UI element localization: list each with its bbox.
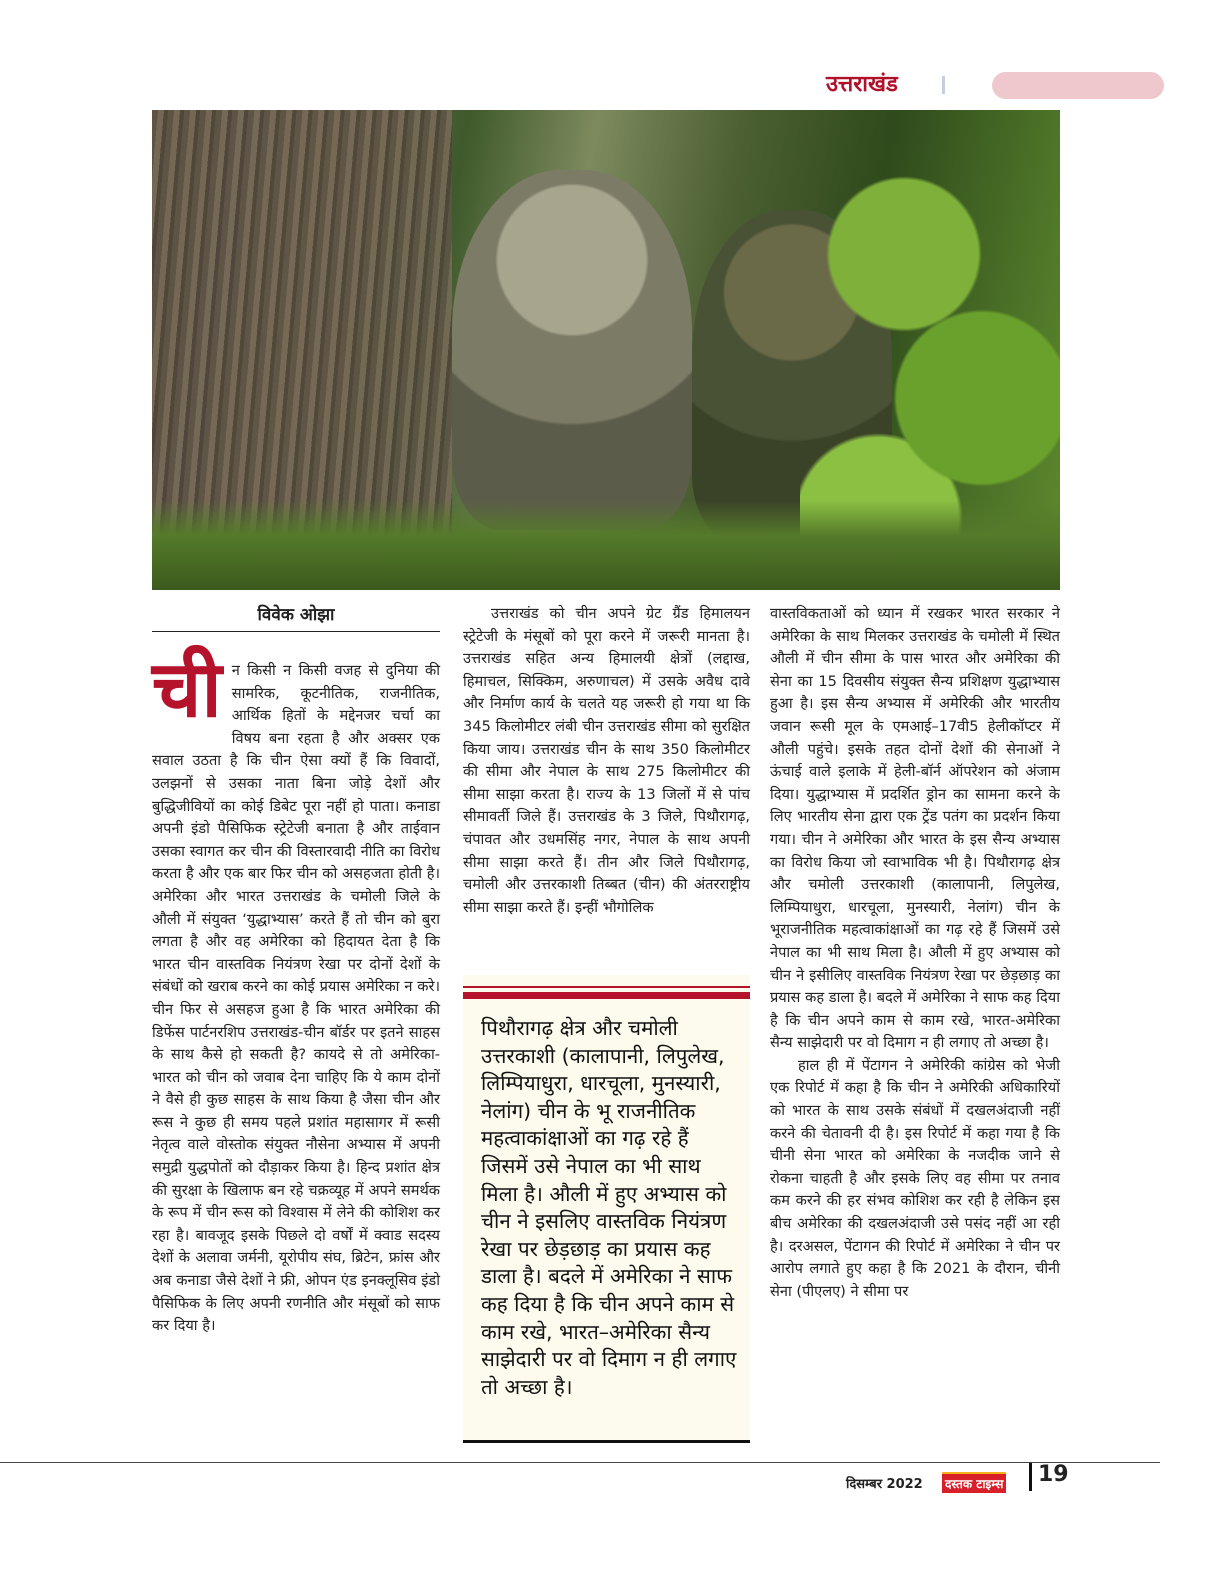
quote-rule-thin (463, 986, 750, 988)
article-column-1 (152, 645, 440, 1338)
drop-cap: ची (152, 645, 222, 735)
paragraph: न किसी न किसी वजह से दुनिया की सामरिक, कूटनीतिक, राजनीतिक, आर्थिक हितों के मद्देनजर चर्चा का विषय बना रहता है और अक्सर एक सवाल उठता है कि चीन ऐसा क्यों हैं कि विवादों, उलझनों से उसका नाता बिना जोड़े देशों और बुद्धिजीवियों का कोई डिबेट पूरा नहीं हो पाता। कनाडा अपनी इंडो पैसिफिक स्ट्रेटेजी बनाता है और ताईवान उसका स्वागत कर चीन की विस्तारवादी नीति का विरोध करता है और एक बार फिर चीन को असहजता होती है। अमेरिका और भारत उत्तराखंड के चमोली जिले के औली में संयुक्त ‘युद्धाभ्यास’ करते हैं तो चीन को बुरा लगता है और वह अमेरिका को हिदायत देता है कि भारत चीन वास्तविक नियंत्रण रेखा पर दोनों देशों के संबंधों को खराब करने का कोई प्रयास अमेरिका न करे। चीन फिर से असहज हुआ है कि भारत अमेरिका की डिफेंस पार्टनरशिप उत्तराखंड-चीन बॉर्डर पर इतने साहस के साथ कैसे हो सकती है? कायदे से तो अमेरिका-भारत को चीन को जवाब देना चाहिए कि ये काम दोनों ने वैसे ही कुछ साहस के साथ किया है जैसा चीन और रूस ने कुछ ही समय पहले प्रशांत महासागर में रूसी नेतृत्व वाले वोस्तोक संयुक्त नौसेना अभ्यास में अपनी समुद्री युद्धपोतों को दौड़ाकर किया है। हिन्द प्रशांत क्षेत्र की सुरक्षा के खिलाफ बन रहे चक्रव्यूह में अपने समर्थक के रूप में चीन रूस को विश्वास में लेने की कोशिश कर रहा है। बावजूद इसके पिछले दो वर्षों में क्वाड सदस्य देशों के अलावा जर्मनी, यूरोपीय संघ, ब्रिटेन, फ्रांस और अब कनाडा जैसे देशों ने फ्री, ओपन एंड इनक्लूसिव इंडो पैसिफिक के लिए अपनी रणनीति और मंसूबों को साफ कर दिया है। (152, 662, 440, 1335)
quote-rule-thick (463, 992, 750, 999)
author-byline: विवेक ओझा (152, 602, 440, 632)
article-column-2 (463, 603, 750, 919)
paragraph: वास्तविकताओं को ध्यान में रखकर भारत सरकार ने अमेरिका के साथ मिलकर उत्तराखंड के चमोली में स्थित औली में चीन सीमा के पास भारत और अमेरिका की सेना का 15 दिवसीय संयुक्त सैन्य प्रशिक्षण युद्धाभ्यास हुआ है। इस सैन्य अभ्यास में अमेरिकी और भारतीय जवान रूसी मूल के एमआई–17वी5 हेलीकॉप्टर में औली पहुंचे। इसके तहत दोनों देशों की सेनाओं ने ऊंचाई वाले इलाके में हेली-बॉर्न ऑपरेशन को अंजाम दिया। युद्धाभ्यास में प्रदर्शित ड्रोन का सामना करने के लिए भारतीय सेना द्वारा एक ट्रेंड पतंग का प्रदर्शन किया गया। चीन ने अमेरिका और भारत के इस सैन्य अभ्यास का विरोध किया जो स्वाभाविक भी है। पिथौरागढ़ क्षेत्र और चमोली उत्तरकाशी (कालापानी, लिपुलेख, लिम्पियाधुरा, धारचूला, मुनस्यारी, नेलांग) चीन के भूराजनीतिक महत्वाकांक्षाओं का गढ़ रहे हैं जिसमें उसे नेपाल का भी साथ मिला है। औली में हुए अभ्यास को चीन ने इसीलिए वास्तविक नियंत्रण रेखा पर छेड़छाड़ का प्रयास कह डाला है। बदले में अमेरिका ने साफ कह दिया है कि चीन अपने काम से काम रखे, भारत-अमेरिका सैन्य साझेदारी पर वो दिमाग न ही लगाए तो अच्छा है। (770, 605, 1060, 1052)
page-number: 19 (1038, 1462, 1069, 1487)
issue-date: दिसम्बर 2022 (846, 1477, 923, 1492)
pull-quote-box (463, 975, 750, 1443)
article-column-3 (770, 603, 1060, 1303)
photo-soldier-us (452, 170, 692, 530)
section-title: उत्तराखंड (826, 72, 898, 97)
paragraph: हाल ही में पेंटागन ने अमेरिकी कांग्रेस को भेजी एक रिपोर्ट में कहा है कि चीन ने अमेरिकी अधिकारियों को भारत के साथ उसके संबंधों में दखलअंदाजी नहीं करने की चेतावनी दी है। इस रिपोर्ट में कहा गया है कि चीनी सेना भारत को अमेरिका के नजदीक जाने से रोकना चाहती है और इसके लिए वह सीमा पर तनाव कम करने की हर संभव कोशिश कर रही है लेकिन इस बीच अमेरिका की दखलअंदाजी उसे पसंद नहीं आ रही है। दरअसल, पेंटागन की रिपोर्ट में अमेरिका ने चीन पर आरोप लगाते हुए कहा है कि 2021 के दौरान, चीनी सेना (पीएलए) ने सीमा पर (770, 1056, 1060, 1300)
article-photo (152, 110, 1060, 590)
quote-rule-bottom (463, 1440, 750, 1443)
pull-quote-text: पिथौरागढ़ क्षेत्र और चमोली उत्तरकाशी (कालापानी, लिपुलेख, लिम्पियाधुरा, धारचूला, मुनस्यारी, नेलांग) चीन के भू राजनीतिक महत्वाकांक्षाओं का गढ़ रहे हैं जिसमें उसे नेपाल का भी साथ मिला है। औली में हुए अभ्यास को चीन ने इसलिए वास्तविक नियंत्रण रेखा पर छेड़छाड़ का प्रयास कह डाला है। बदले में अमेरिका ने साफ कह दिया है कि चीन अपने काम से काम रखे, भारत–अमेरिका सैन्य साझेदारी पर वो दिमाग न ही लगाए तो अच्छा है। (481, 1016, 737, 1399)
photo-grass (152, 500, 1060, 590)
footer-divider (1029, 1463, 1032, 1491)
magazine-logo: दस्तक टाइम्स (942, 1472, 1006, 1493)
section-tag-pill (992, 72, 1164, 99)
footer-rule (0, 1462, 1160, 1463)
section-divider (942, 76, 945, 94)
paragraph: उत्तराखंड को चीन अपने ग्रेट ग्रैंड हिमालयन स्ट्रेटेजी के मंसूबों को पूरा करने में जरूरी मानता है। उत्तराखंड सहित अन्य हिमालयी क्षेत्रों (लद्दाख, हिमाचल, सिक्किम, अरुणाचल) में उसके अवैध दावे और निर्माण कार्य के चलते यह जरूरी हो गया था कि 345 किलोमीटर लंबी चीन उत्तराखंड सीमा को सुरक्षित किया जाय। उत्तराखंड चीन के साथ 350 किलोमीटर की सीमा और नेपाल के साथ 275 किलोमीटर की सीमा साझा करता है। राज्य के 13 जिलों में से पांच सीमावर्ती जिले हैं। उत्तराखंड के 3 जिले, पिथौरागढ़, चंपावत और उधमसिंह नगर, नेपाल के साथ अपनी सीमा साझा करते हैं। तीन और जिले पिथौरागढ़, चमोली और उत्तरकाशी तिब्बत (चीन) की अंतरराष्ट्रीय सीमा साझा करते हैं। इन्हीं भौगोलिक (463, 605, 750, 916)
